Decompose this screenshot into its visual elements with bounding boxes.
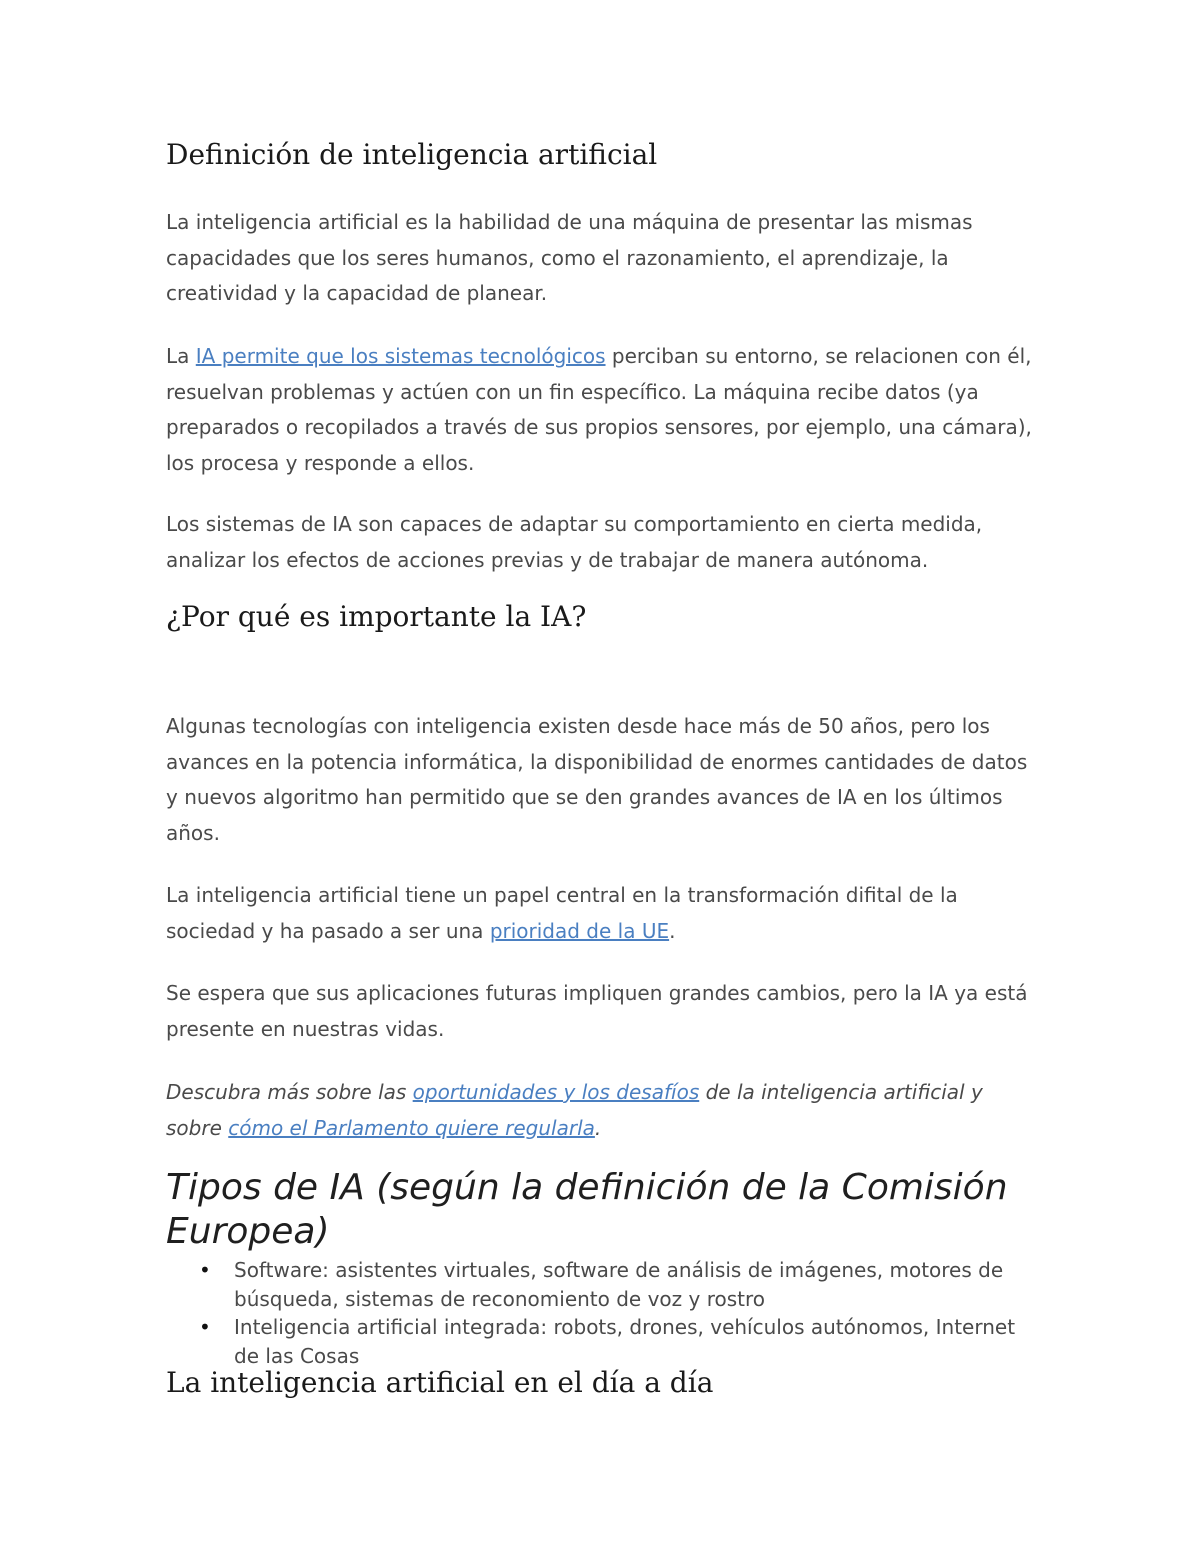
heading-tipos-ia: Tipos de IA (según la definición de la Comisión Europea) [166, 1167, 1008, 1252]
heading-importancia: ¿Por qué es importante la IA? [166, 600, 587, 633]
text-segment: de la inteligencia artificial y sobre [166, 1080, 983, 1140]
link-ia-permite[interactable]: IA permite que los sistemas tecnológicos [195, 344, 606, 368]
text-segment: La inteligencia artificial tiene un papel central en la transformación difital de la sociedad y ha pasado a ser una [166, 883, 958, 943]
link-oportunidades-desafios[interactable]: oportunidades y los desafíos [412, 1080, 700, 1104]
list-item [166, 1313, 1046, 1370]
list-item-text: Inteligencia artificial integrada: robots, drones, vehículos autónomos, Internet de las Cosas [234, 1315, 1016, 1368]
paragraph-sistemas-ia: Los sistemas de IA son capaces de adaptar su comportamiento en cierta medida, analizar los efectos de acciones previas y de trabajar de manera autónoma. [166, 512, 983, 572]
text-segment: La [166, 344, 196, 368]
list-item [166, 1256, 1046, 1313]
paragraph-papel-central [166, 878, 1036, 949]
paragraph-definicion: La inteligencia artificial es la habilidad de una máquina de presentar las mismas capacidades que los seres humanos, como el razonamiento, el aprendizaje, la creatividad y la capacidad de planear. [166, 210, 973, 305]
paragraph-aplicaciones: Se espera que sus aplicaciones futuras impliquen grandes cambios, pero la IA ya está presente en nuestras vidas. [166, 981, 1028, 1041]
paragraph-ia-permite [166, 339, 1036, 481]
heading-dia-a-dia: La inteligencia artificial en el día a día [166, 1366, 714, 1399]
list-tipos-ia [166, 1256, 1046, 1370]
list-item-text: Software: asistentes virtuales, software de análisis de imágenes, motores de búsqueda, sistemas de reconomiento de voz y rostro [234, 1258, 1004, 1311]
text-segment: Descubra más sobre las [166, 1080, 413, 1104]
link-parlamento-regular[interactable]: cómo el Parlamento quiere regularla [228, 1115, 595, 1140]
link-prioridad-ue[interactable]: prioridad de la UE [489, 918, 670, 943]
text-segment: . [669, 918, 676, 943]
bullet-icon: • [199, 1315, 211, 1339]
text-segment: perciban su entorno, se relacionen con él, resuelvan problemas y actúen con un fin específico. La máquina recibe datos (ya preparados o recopilados a través de sus propios sensores, por ejemplo, una cámara), los procesa y responde a ellos. [166, 344, 1032, 475]
paragraph-descubra [166, 1075, 1036, 1146]
bullet-icon: • [199, 1258, 211, 1282]
text-segment: . [594, 1115, 602, 1140]
heading-definicion: Definición de inteligencia artificial [166, 138, 658, 171]
paragraph-tecnologias: Algunas tecnologías con inteligencia existen desde hace más de 50 años, pero los avances en la potencia informática, la disponibilidad de enormes cantidades de datos y nuevos algoritmo han permitido que se den grandes avances de IA en los últimos años. [166, 714, 1028, 845]
